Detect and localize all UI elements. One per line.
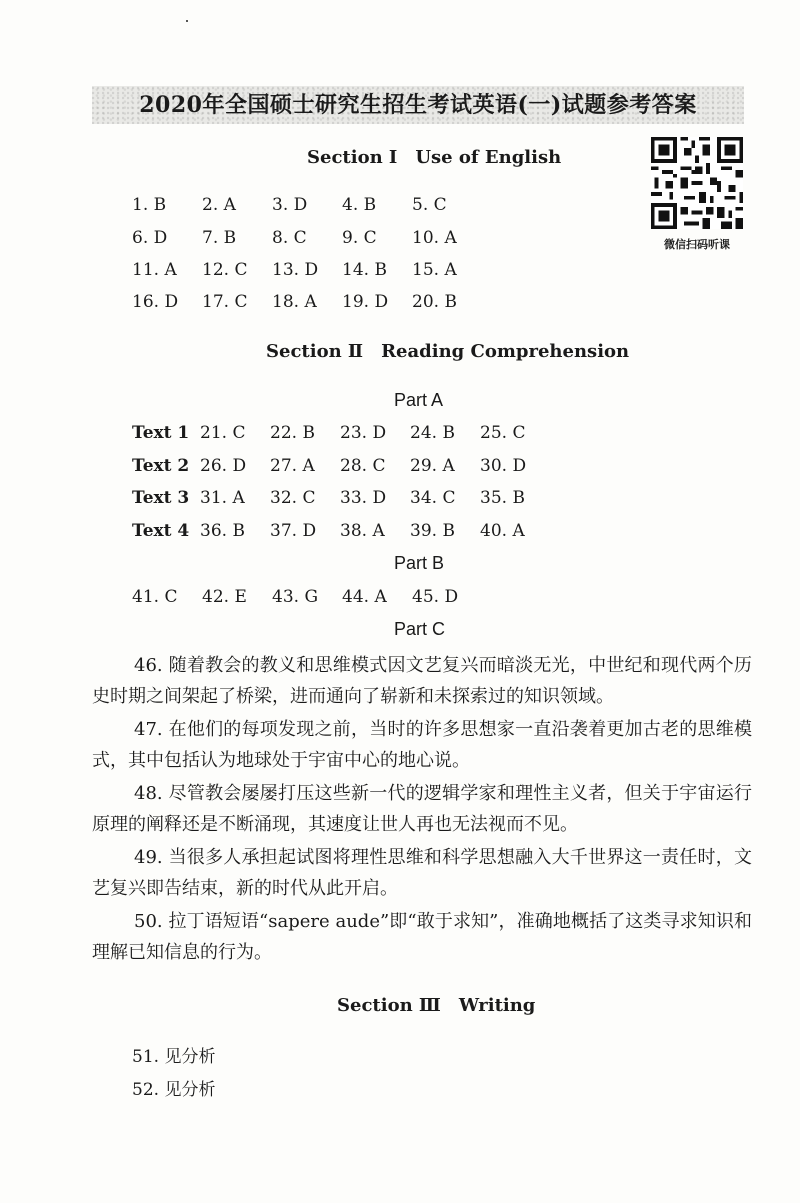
answer-item: 3. D: [272, 195, 308, 215]
answer-item: 15. A: [412, 260, 457, 280]
answer-item: 7. B: [202, 228, 237, 248]
answer-item: 4. B: [342, 195, 377, 215]
answer-item: 9. C: [342, 228, 377, 248]
answer-item: 27. A: [270, 456, 315, 476]
section1-heading: [307, 147, 561, 168]
answer-item: 29. A: [410, 456, 455, 476]
answer-item: 17. C: [202, 292, 248, 312]
answer-item: 44. A: [342, 587, 387, 607]
section2-heading: [266, 341, 629, 362]
qr-caption: 微信扫码听课: [664, 238, 730, 251]
answer-item: 8. C: [272, 228, 307, 248]
answer-item: 19. D: [342, 292, 389, 312]
writing-item-51: 51. 见分析: [132, 1047, 216, 1067]
translation-46: 46. 随着教会的教义和思维模式因文艺复兴而暗淡无光，中世纪和现代两个历史时期之间架起了桥梁，进而通向了崭新和未探索过的知识领域。: [92, 655, 752, 707]
writing-item-52: 52. 见分析: [132, 1080, 216, 1100]
answer-item: 35. B: [480, 488, 525, 508]
answer-item: 41. C: [132, 587, 178, 607]
answer-row: [132, 292, 482, 324]
answer-item: 31. A: [200, 488, 245, 508]
answer-row: [132, 228, 482, 260]
answer-item: 5. C: [412, 195, 447, 215]
answer-item: 13. D: [272, 260, 319, 280]
text-answer-row: [132, 423, 550, 456]
section2-title: Reading Comprehension: [381, 341, 630, 362]
answer-item: 26. D: [200, 456, 247, 476]
answer-item: 14. B: [342, 260, 387, 280]
text-label: Text 1: [132, 423, 190, 443]
answer-item: 23. D: [340, 423, 387, 443]
answer-item: 42. E: [202, 587, 247, 607]
answer-item: 43. G: [272, 587, 319, 607]
answer-item: 25. C: [480, 423, 526, 443]
answer-row: [132, 195, 482, 228]
translation-50: 50. 拉丁语短语“sapere aude”即“敢于求知”，准确地概括了这类寻求知识和理解已知信息的行为。: [92, 911, 752, 963]
answer-item: 22. B: [270, 423, 315, 443]
section2-number: Section Ⅱ: [266, 341, 364, 362]
answer-item: 30. D: [480, 456, 527, 476]
section3-heading: [337, 995, 535, 1016]
answer-item: 18. A: [272, 292, 317, 312]
part-a-answer-grid: [132, 423, 550, 553]
section1-title: Use of English: [415, 147, 562, 168]
answer-item: 12. C: [202, 260, 248, 280]
answer-item: 16. D: [132, 292, 179, 312]
answer-item: 1. B: [132, 195, 167, 215]
page-title: 2020年全国硕士研究生招生考试英语(一)试题参考答案: [139, 92, 697, 118]
answer-item: 28. C: [340, 456, 386, 476]
answer-item: 10. A: [412, 228, 457, 248]
answer-item: 36. B: [200, 521, 245, 541]
answer-item: 2. A: [202, 195, 236, 215]
answer-item: 32. C: [270, 488, 316, 508]
answer-item: 21. C: [200, 423, 246, 443]
answer-item: 38. A: [340, 521, 385, 541]
section1-answer-grid: [132, 195, 482, 324]
text-answer-row: [132, 488, 550, 521]
answer-item: 24. B: [410, 423, 455, 443]
answer-item: 33. D: [340, 488, 387, 508]
translation-48: 48. 尽管教会屡屡打压这些新一代的逻辑学家和理性主义者，但关于宇宙运行原理的阐释还是不断涌现，其速度让世人再也无法视而不见。: [92, 783, 752, 835]
answer-item: 39. B: [410, 521, 455, 541]
section1-number: Section Ⅰ: [307, 147, 398, 168]
text-label: Text 3: [132, 488, 190, 508]
text-answer-row: [132, 521, 550, 553]
text-label: Text 4: [132, 521, 190, 541]
text-label: Text 2: [132, 456, 190, 476]
part-b-heading: Part B: [394, 553, 445, 573]
answer-row: [132, 260, 482, 292]
part-a-heading: Part A: [394, 390, 444, 410]
answer-item: 20. B: [412, 292, 457, 312]
answer-item: 34. C: [410, 488, 456, 508]
translation-49: 49. 当很多人承担起试图将理性思维和科学思想融入大千世界这一责任时，文艺复兴即告结束，新的时代从此开启。: [92, 847, 752, 899]
text-answer-row: [132, 456, 550, 488]
translation-47: 47. 在他们的每项发现之前，当时的许多思想家一直沿袭着更加古老的思维模式，其中包括认为地球处于宇宙中心的地心说。: [92, 719, 752, 771]
qr-code-icon: [651, 137, 743, 229]
answer-item: 45. D: [412, 587, 459, 607]
section3-title: Writing: [458, 995, 536, 1016]
scan-speck: [186, 20, 188, 22]
answer-item: 11. A: [132, 260, 177, 280]
answer-item: 6. D: [132, 228, 168, 248]
answer-item: 40. A: [480, 521, 525, 541]
part-c-heading: Part C: [394, 619, 446, 639]
part-b-answer-row: [132, 587, 482, 607]
section3-number: Section Ⅲ: [337, 995, 441, 1016]
answer-item: 37. D: [270, 521, 317, 541]
